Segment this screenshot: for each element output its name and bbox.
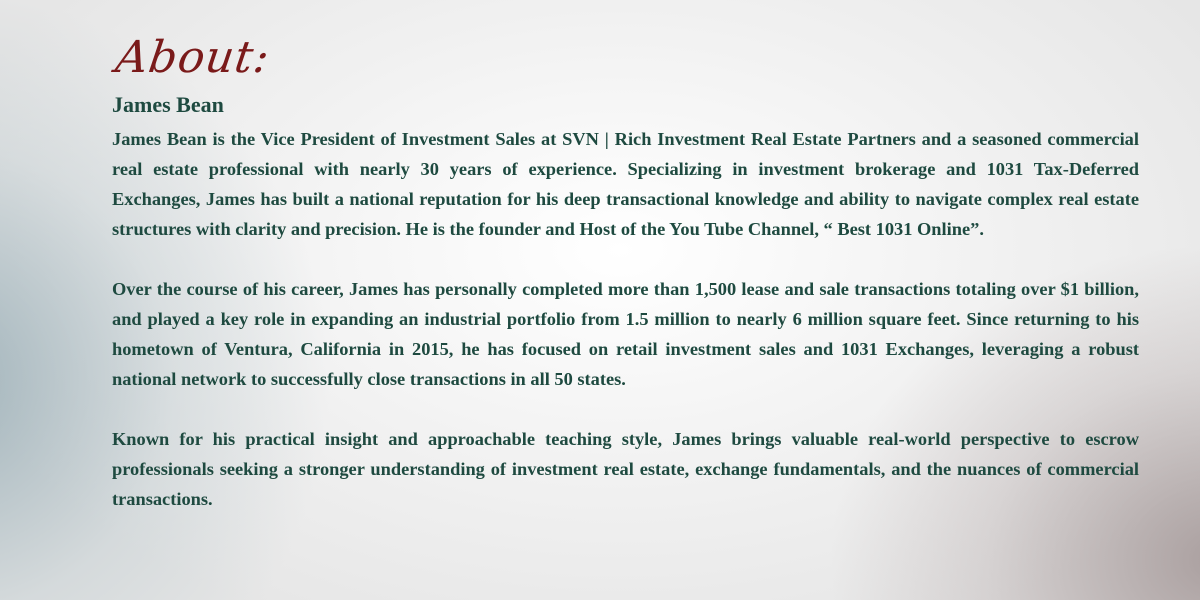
bio-paragraph-2: Over the course of his career, James has personally completed more than 1,500 lease and sale transactions totaling over $1 billion, and played a key role in expanding an industrial portfolio from 1.5 million to nearly 6 million square feet. Since returning to his hometown of Ventura, California in 2015, he has focused on retail investment sales and 1031 Exchanges, leveraging a robust national network to successfully close transactions in all 50 states. (112, 279, 1139, 389)
bio-paragraph-3: Known for his practical insight and approachable teaching style, James brings valuable real-world perspective to escrow professionals seeking a stronger understanding of investment real estate, exchange fundamentals, and the nuances of commercial transactions. (112, 429, 1139, 509)
about-section (112, 28, 1139, 514)
person-name: James Bean (112, 92, 224, 117)
bio-paragraph-1: James Bean is the Vice President of Investment Sales at SVN | Rich Investment Real Estate Partners and a seasoned commercial real estate professional with nearly 30 years of experience. Specializing in investment brokerage and 1031 Tax-Deferred Exchanges, James has built a national reputation for his deep transactional knowledge and ability to navigate complex real estate structures with clarity and precision. He is the founder and Host of the You Tube Channel, “ Best 1031 Online”. (112, 129, 1139, 239)
paragraph-spacer (112, 244, 1139, 274)
about-heading: About: (112, 32, 274, 83)
paragraph-spacer (112, 394, 1139, 424)
